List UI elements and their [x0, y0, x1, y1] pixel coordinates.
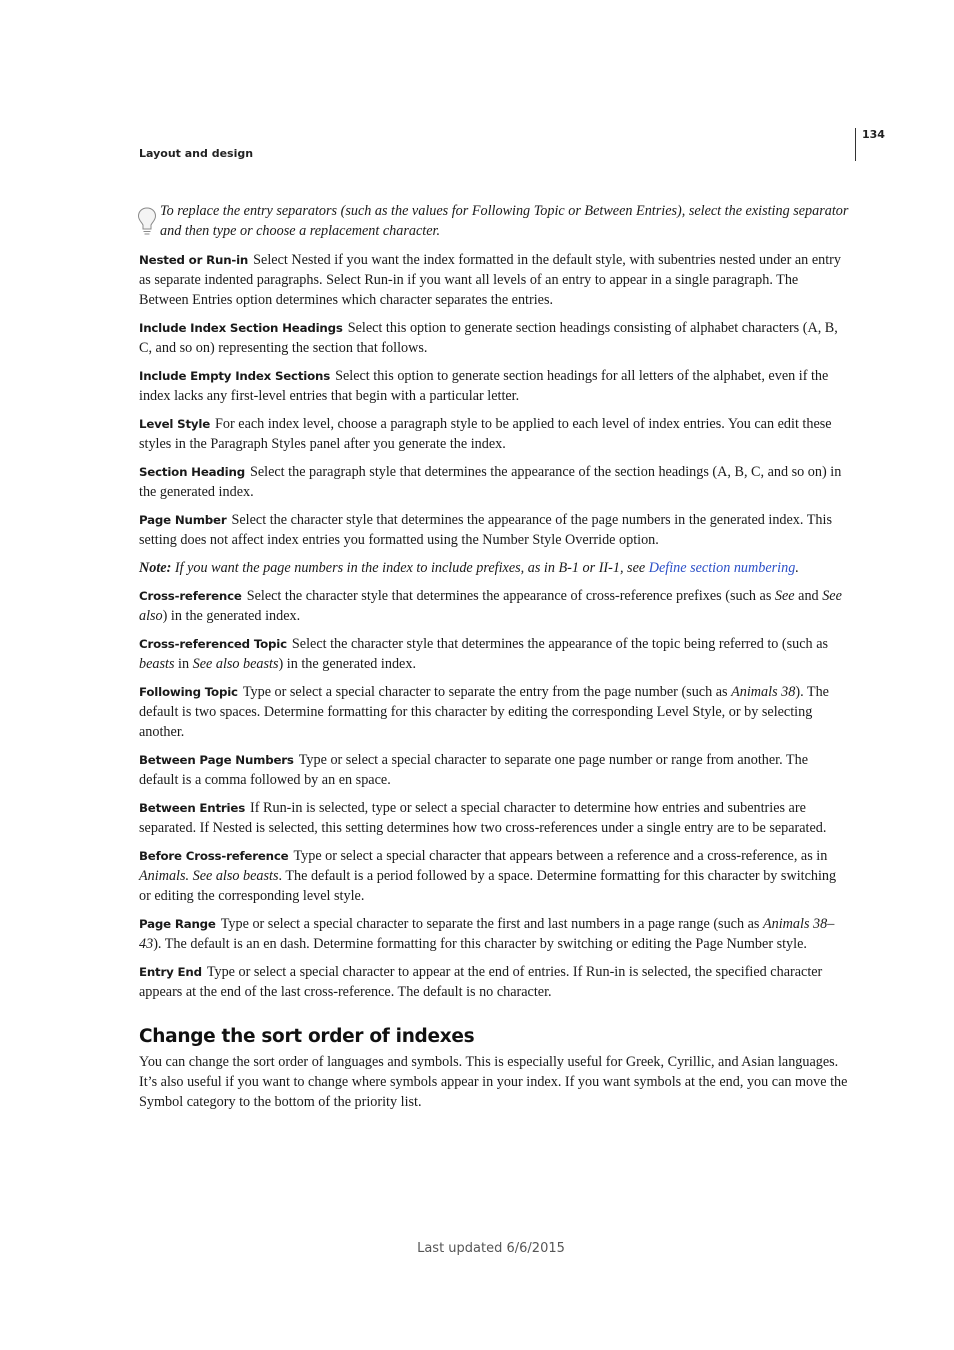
definition: Type or select a special character to separate one page number or range from another. The default is a comma followed by an en space. [139, 752, 808, 788]
definition-section-heading [139, 462, 849, 502]
definition-nested-or-run-in [139, 250, 849, 310]
definition-cross-reference [139, 586, 849, 626]
definition-following-topic [139, 682, 849, 742]
page-number: 134 [862, 128, 885, 141]
definition-cross-referenced-topic [139, 634, 849, 674]
page-body [139, 201, 849, 1120]
running-head: Layout and design [139, 147, 254, 160]
define-section-numbering-link[interactable]: Define section numbering [648, 560, 796, 576]
term: Page Number [139, 513, 227, 527]
definition-text: Select the character style that determines the appearance of the topic being referred to (such as [291, 636, 829, 652]
definition-entry-end [139, 962, 849, 1002]
definition-text: . The default is a period followed by a space. Determine formatting for this character by switching or editing the corresponding level style. [139, 868, 837, 904]
lightbulb-icon [137, 206, 157, 236]
term: Include Empty Index Sections [139, 369, 331, 383]
tip [139, 201, 849, 241]
definition: Type or select a special character to appear at the end of entries. If Run-in is selected, the specified character appears at the end of the last cross-reference. The default is no character. [139, 964, 823, 1000]
definition-italic: Animals. See also beasts [139, 868, 279, 884]
term: Cross-reference [139, 589, 242, 603]
note-text: If you want the page numbers in the index to include prefixes, as in B-1 or II-1, see [171, 560, 649, 576]
footer-last-updated: Last updated 6/6/2015 [417, 1241, 565, 1256]
section-heading: Change the sort order of indexes [139, 1026, 475, 1047]
definition-text: Type or select a special character to separate the first and last numbers in a page range (such as [220, 916, 763, 932]
section-body: You can change the sort order of languages and symbols. This is especially useful for Greek, Cyrillic, and Asian languages. It’s also useful if you want to change where symbols appear in your index. If you want symbols at the end, you can move the Symbol category to the bottom of the priority list. [139, 1054, 848, 1110]
definition-page-range [139, 914, 849, 954]
definition: Select this option to generate section headings consisting of alphabet characters (A, B, C, and so on) representing the section that follows. [139, 320, 838, 356]
tip-text: To replace the entry separators (such as the values for Following Topic or Between Entries), select the existing separator and then type or choose a replacement character. [160, 203, 849, 239]
header-rule [855, 128, 856, 161]
definition-italic: See also [139, 588, 842, 624]
definition-italic: See [774, 588, 795, 604]
definition-italic: See also beasts [192, 656, 279, 672]
term: Between Entries [139, 801, 246, 815]
term: Cross-referenced Topic [139, 637, 287, 651]
definition: For each index level, choose a paragraph style to be applied to each level of index entries. You can edit these styles in the Paragraph Styles panel after you generate the index. [139, 416, 832, 452]
definition-text: Select the character style that determines the appearance of cross-reference prefixes (such as [246, 588, 775, 604]
definition: If Run-in is selected, type or select a special character to determine how entries and subentries are separated. If Nested is selected, this setting determines how two cross-references under a single entry are to be separated. [139, 800, 827, 836]
definition-text: ). The default is two spaces. Determine formatting for this character by editing the corresponding Level Style, or by selecting another. [139, 684, 829, 740]
term: Before Cross-reference [139, 849, 289, 863]
definition-page-number [139, 510, 849, 550]
definition-text: ) in the generated index. [278, 656, 416, 672]
definition-between-entries [139, 798, 849, 838]
term: Nested or Run-in [139, 253, 249, 267]
definition-text: ). The default is an en dash. Determine formatting for this character by switching or editing the Page Number style. [153, 936, 807, 952]
definition: Select the character style that determines the appearance of the page numbers in the generated index. This setting does not affect index entries you formatted using the Number Style Override option. [139, 512, 832, 548]
definition-include-empty-index-sections [139, 366, 849, 406]
term: Include Index Section Headings [139, 321, 343, 335]
definition: Select Nested if you want the index formatted in the default style, with subentries nested under an entry as separate indented paragraphs. Select Run-in if you want all levels of an entry to appear in a single paragraph. The Between Entries option determines which character separates the entries. [139, 252, 841, 308]
term: Section Heading [139, 465, 245, 479]
note-label: Note: [139, 560, 172, 576]
definition-text: ) in the generated index. [162, 608, 301, 624]
definition-italic: beasts [139, 656, 175, 672]
definition-text: and [794, 588, 823, 604]
definition-italic: Animals 38–43 [139, 916, 835, 952]
definition-before-cross-reference [139, 846, 849, 906]
definition-level-style [139, 414, 849, 454]
term: Page Range [139, 917, 216, 931]
definition-include-index-section-headings [139, 318, 849, 358]
definition-text: in [174, 656, 193, 672]
definition-text: Type or select a special character to separate the entry from the page number (such as [242, 684, 732, 700]
term: Between Page Numbers [139, 753, 294, 767]
term: Entry End [139, 965, 202, 979]
definition-between-page-numbers [139, 750, 849, 790]
note-end: . [795, 560, 799, 576]
definition-italic: Animals 38 [731, 684, 796, 700]
term: Level Style [139, 417, 211, 431]
note [139, 558, 849, 578]
definition-text: Type or select a special character that appears between a reference and a cross-reference, as in [293, 848, 828, 864]
definition: Select this option to generate section headings for all letters of the alphabet, even if the index lacks any first-level entries that begin with a particular letter. [139, 368, 829, 404]
term: Following Topic [139, 685, 238, 699]
definition: Select the paragraph style that determines the appearance of the section headings (A, B, C, and so on) in the generated index. [139, 464, 842, 500]
